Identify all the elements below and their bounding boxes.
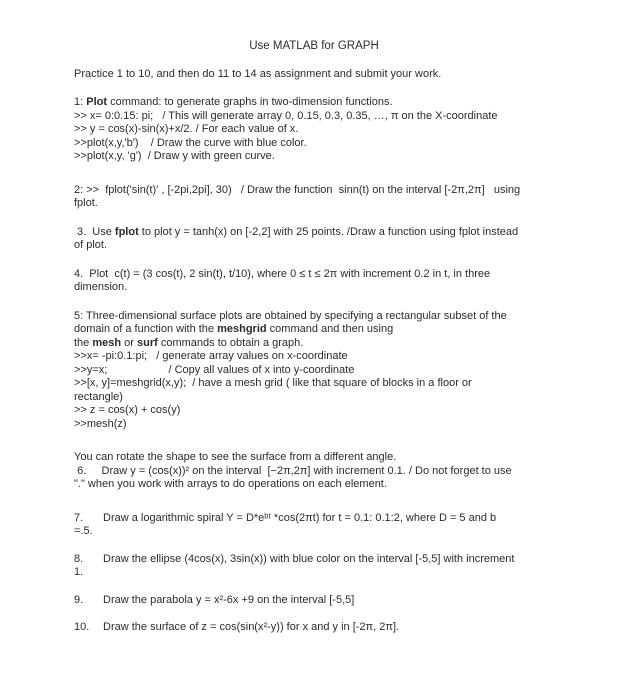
exercise-10-line: Draw the surface of z = cos(sin(x²-y)) for x and y in [-2π, 2π]. — [103, 621, 400, 633]
keyword-fplot: fplot — [114, 225, 139, 238]
exercise-8 — [74, 553, 560, 580]
exercise-9 — [74, 594, 560, 608]
exercise-5-line: the mesh or surf commands to obtain a graph. — [74, 336, 304, 349]
exercise-list — [74, 96, 560, 647]
exercise-2 — [74, 184, 560, 211]
code-line: >>plot(x,y,'b') / Draw the curve with blue color. — [74, 136, 307, 149]
document-title: Use MATLAB for GRAPH — [249, 40, 379, 52]
code-line: >>x= -pi:0.1:pi; / generate array values on x-coordinate — [74, 350, 348, 362]
exercise-number: 9. — [74, 593, 84, 606]
exercise-number: 8. — [74, 552, 84, 565]
exercise-4-line: dimension. — [74, 281, 128, 293]
exercise-number: 7. — [74, 511, 84, 524]
exercise-6-line: You can rotate the shape to see the surface from a different angle. — [74, 451, 397, 463]
exercise-7-line: =.5. — [74, 525, 93, 537]
exercise-3 — [74, 226, 560, 253]
exercise-10 — [74, 621, 560, 635]
exercise-4 — [74, 268, 560, 295]
exercise-9-line: Draw the parabola y = x²-6x +9 on the interval [-5,5] — [103, 593, 355, 606]
exercise-6-line: "." when you work with arrays to do operations on each element. — [74, 478, 387, 490]
exercise-2-line: fplot. — [74, 197, 98, 209]
exercise-2-line: 2: >> fplot('sin(t)' , [-2pi,2pi], 30) / Draw the function sinn(t) on the interval [-2π,2π] using — [74, 183, 521, 196]
exercise-3-line: 3. Use fplot to plot y = tanh(x) on [-2,2] with 25 points. /Draw a function using fplot instead — [77, 225, 519, 238]
keyword-surf: surf — [137, 336, 158, 349]
code-line: >> x= 0:0.15: pi; / This will generate array 0, 0.15, 0.3, 0.35, …, π on the X-coordinate — [74, 109, 498, 122]
code-line: >> y = cos(x)-sin(x)+x/2. / For each value of x. — [74, 123, 299, 135]
exercise-5-line: 5: Three-dimensional surface plots are obtained by specifying a rectangular subset of the — [74, 309, 507, 322]
code-line: >> z = cos(x) + cos(y) — [74, 404, 181, 416]
exercise-1-heading: 1: Plot command: to generate graphs in two-dimension functions. — [74, 96, 393, 108]
exercise-6 — [74, 451, 560, 492]
exercise-5-line: domain of a function with the meshgrid command and then using — [74, 323, 394, 335]
keyword-plot: Plot — [86, 96, 108, 108]
exercise-4-line: 4. Plot c(t) = (3 cos(t), 2 sin(t), t/10), where 0 ≤ t ≤ 2π with increment 0.2 in t, in three — [74, 267, 491, 280]
keyword-mesh: mesh — [92, 336, 122, 349]
exercise-8-line: 1. — [74, 566, 84, 578]
exercise-number: 10. — [74, 621, 90, 633]
code-line: rectangle) — [74, 390, 123, 403]
code-line: >>plot(x,y, 'g') / Draw y with green curve. — [74, 150, 275, 162]
exercise-1 — [74, 96, 560, 164]
exercise-6-line: 6. Draw y = (cos(x))² on the interval [−2π,2π] with increment 0.1. / Do not forget to use — [74, 464, 512, 477]
exercise-5 — [74, 310, 560, 432]
exercise-7-line: Draw a logarithmic spiral Y = D*eᵇᵗ *cos(2πt) for t = 0.1: 0.1:2, where D = 5 and b — [103, 511, 497, 524]
intro-text: Practice 1 to 10, and then do 11 to 14 as assignment and submit your work. — [74, 68, 442, 80]
code-line: >>[x, y]=meshgrid(x,y); / have a mesh grid ( like that square of blocks in a floor or — [74, 377, 472, 389]
exercise-8-line: Draw the ellipse (4cos(x), 3sin(x)) with blue color on the interval [-5,5] with increment — [103, 552, 515, 565]
exercise-3-line: of plot. — [74, 239, 108, 251]
exercise-7 — [74, 512, 560, 539]
code-line: >>mesh(z) — [74, 417, 127, 430]
code-line: >>y=x; / Copy all values of x into y-coordinate — [74, 363, 355, 376]
keyword-meshgrid: meshgrid — [217, 323, 267, 335]
